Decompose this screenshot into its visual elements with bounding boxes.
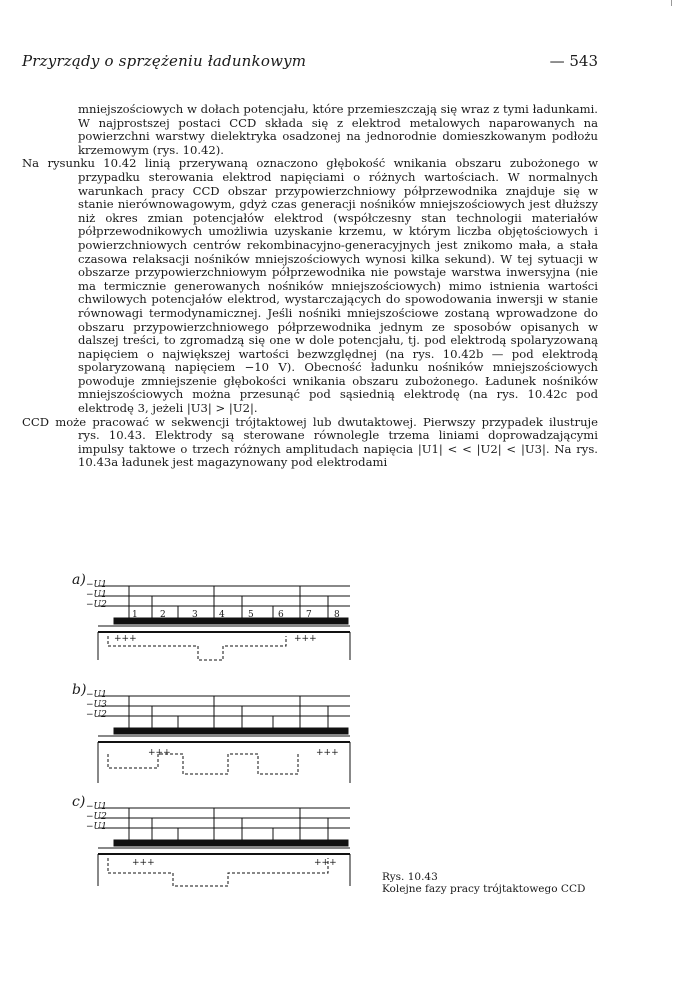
- panel-a-charge-right: +++: [294, 634, 317, 644]
- page-edge-mark: [667, 0, 672, 6]
- panel-a-rail-2: −U1: [86, 590, 107, 600]
- panel-c-rail-2: −U2: [86, 812, 107, 822]
- panel-b-charge-left: +++: [148, 748, 171, 758]
- panel-b-drawing: [98, 696, 350, 783]
- panel-a-rail-1: −U1: [86, 580, 107, 590]
- panel-b-rail-1: −U1: [86, 690, 107, 700]
- panel-a-label: a): [72, 572, 86, 588]
- panel-c-label: c): [72, 794, 86, 810]
- ccd-figure: [72, 568, 368, 898]
- panel-c-drawing: [98, 808, 350, 886]
- electrode-number-4: 4: [219, 610, 225, 620]
- panel-c-rail-3: −U1: [86, 822, 107, 832]
- ccd-diagram: [88, 568, 368, 898]
- electrode-number-8: 8: [334, 610, 340, 620]
- electrode-number-3: 3: [192, 610, 198, 620]
- panel-b-charge-right: +++: [316, 748, 339, 758]
- body-text: [22, 103, 598, 470]
- panel-c-charge-left: +++: [132, 858, 155, 868]
- panel-c-rail-1: −U1: [86, 802, 107, 812]
- electrode-number-6: 6: [278, 610, 284, 620]
- panel-a-charge-left: +++: [114, 634, 137, 644]
- paragraph-3: CCD może pracować w sekwencji trójtaktowej lub dwutaktowej. Pierwszy przypadek ilustruje rys. 10.43. Elektrody są sterowane równolegle trzema liniami doprowadzającymi impulsy taktowe o trzech różnych amplitudach napięcia |U1| < < |U2| < |U3|. Na rys. 10.43a ładunek jest magazynowany pod elektrodami: [22, 414, 598, 470]
- electrode-number-2: 2: [160, 610, 166, 620]
- paragraph-2: Na rysunku 10.42 linią przerywaną oznaczono głębokość wnikania obszaru zubożonego w przypadku sterowania elektrod napięciami o różnych wartościach. W normalnych warunkach pracy CCD obszar przypowierzchniowy półprzewodnika znajduje się w stanie nierównowagowym, gdyż czas generacji nośników mniejszościowych jest dłuższy niż okres zmian potencjałów elektrod (współczesny stan technologii materiałów półprzewodnikowych umożliwia uzyskanie krzemu, w którym liczba objętościowych i powierzchniowych centrów rekombinacyjno-generacyjnych jest znikomo mała, a stała czasowa relaksacji nośników mniejszościowych wynosi kilka sekund). W tej sytuacji w obszarze przypowierzchniowym półprzewodnika nie powstaje warstwa inwersyjna (nie ma termicznie generowanych nośników mniejszościowych) mimo istnienia wartości chwilowych potencjałów elektrod, wystarczających do spowodowania inwersji w stanie równowagi termodynamicznej. Jeśli nośniki mniejszościowe zostaną wprowadzone do obszaru przypowierzchniowego półprzewodnika jednym ze sposobów opisanych w dalszej treści, to zgromadzą się one w dole potencjału, tj. pod elektrodą spolaryzowaną napięciem o największej wartości bezwzględnej (na rys. 10.42b — pod elektrodą spolaryzowaną napięciem −10 V). Obecność ładunku nośników mniejszościowych powoduje zmniejszenie głębokości wnikania obszaru zubożonego. Ładunek nośników mniejszościowych można przesunąć pod sąsiednią elektrodę (na rys. 10.42c pod elektrodę 3, jeżeli |U3| > |U2|.: [22, 156, 598, 416]
- panel-b-rail-2: −U3: [86, 700, 107, 710]
- paragraph-1: mniejszościowych w dołach potencjału, które przemieszczają się wraz z tymi ładunkami. W najprostszej postaci CCD składa się z elektrod metalowych naparowanych na powierzchni warstwy dielektryka osadzonej na jednorodnie domieszkowanym podłożu krzemowym (rys. 10.42).: [78, 102, 598, 157]
- running-header-title: Przyrządy o sprzężeniu ładunkowym: [22, 52, 307, 70]
- panel-b-label: b): [72, 682, 87, 698]
- figure-caption: [382, 872, 602, 895]
- panel-b-rail-3: −U2: [86, 710, 107, 720]
- panel-a-rail-3: −U2: [86, 600, 107, 610]
- panel-a-drawing: [98, 586, 350, 660]
- page-number: — 543: [549, 52, 598, 70]
- caption-number: Rys. 10.43: [382, 871, 438, 883]
- panel-c-charge-right: +++: [314, 858, 337, 868]
- electrode-number-5: 5: [248, 610, 254, 620]
- caption-text: Kolejne fazy pracy trójtaktowego CCD: [382, 882, 586, 895]
- electrode-number-7: 7: [306, 610, 312, 620]
- electrode-number-1: 1: [132, 610, 138, 620]
